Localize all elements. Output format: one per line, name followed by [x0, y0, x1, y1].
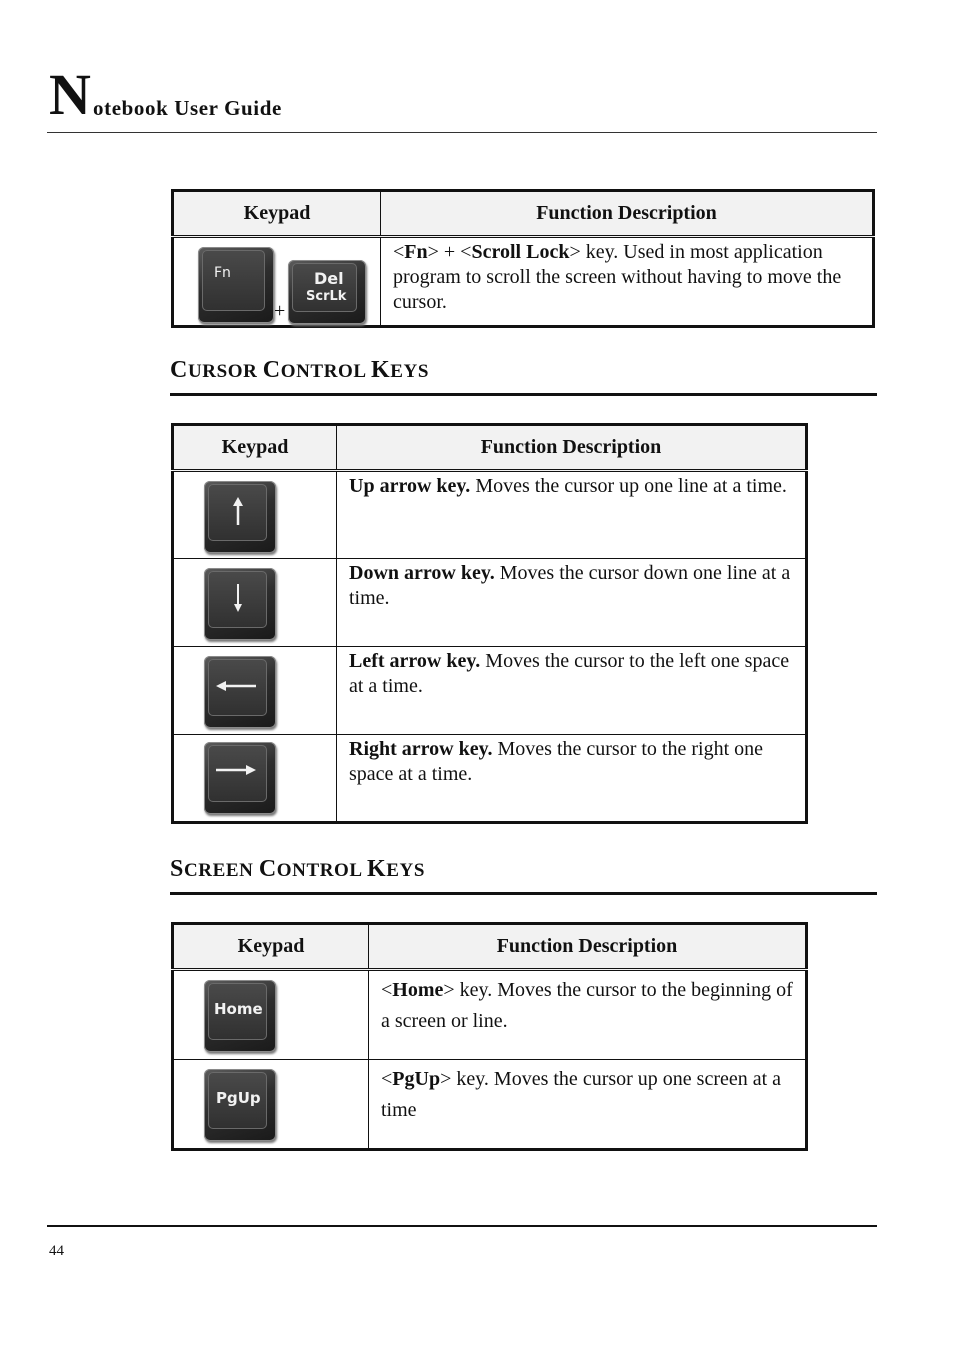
- table-header-row: [173, 924, 807, 970]
- right-arrow-icon: [214, 760, 258, 780]
- down-arrow-key-icon: [204, 568, 276, 640]
- keypad-column-header: Keypad: [173, 425, 337, 471]
- screen-keys-table: [171, 922, 808, 1151]
- page-footer: [47, 1225, 877, 1259]
- keypad-cell: [173, 970, 369, 1060]
- fn-scroll-lock-description: <Fn> + <Scroll Lock> key. Used in most application program to scroll the screen without having to move the cursor.: [393, 241, 842, 313]
- header-title: otebook User Guide: [93, 96, 282, 120]
- pgup-key-title: PgUp: [392, 1068, 441, 1090]
- table-row: [173, 559, 807, 647]
- keypad-cell: [173, 237, 381, 327]
- scrlk-key-label: ScrLk: [306, 289, 347, 304]
- up-arrow-icon: [226, 495, 250, 527]
- home-key-icon: [204, 980, 276, 1052]
- keypad-cell: [173, 647, 337, 735]
- del-scrlk-key-icon: [288, 260, 366, 324]
- table-row: [173, 647, 807, 735]
- down-arrow-text: Moves the cursor down one line at a time.: [349, 562, 791, 609]
- description-cell: [337, 471, 807, 559]
- del-key-label: Del: [314, 269, 344, 288]
- page-number: 44: [49, 1243, 64, 1259]
- screen-control-keys-heading: SCREEN CONTROL KEYS: [170, 856, 877, 895]
- table-row: [173, 471, 807, 559]
- description-cell: <PgUp> key. Moves the cursor up one screen at a time: [369, 1060, 807, 1150]
- home-key-label: Home: [214, 1000, 263, 1018]
- right-arrow-text: Moves the cursor to the right one space at a time.: [349, 738, 764, 785]
- fn-key-table: [171, 189, 875, 328]
- description-column-header: Function Description: [381, 191, 874, 237]
- pgup-key-icon: [204, 1069, 276, 1141]
- keypad-cell: [173, 471, 337, 559]
- left-arrow-text: Moves the cursor to the left one space at a time.: [349, 650, 790, 697]
- description-column-header: Function Description: [369, 924, 807, 970]
- down-arrow-icon: [226, 582, 250, 614]
- table-row: [173, 735, 807, 823]
- down-arrow-title: Down arrow key.: [349, 562, 495, 584]
- table-header-row: [173, 191, 874, 237]
- cursor-keys-table: [171, 423, 808, 824]
- description-cell: <Home> key. Moves the cursor to the beginning of a screen or line.: [369, 970, 807, 1060]
- up-arrow-title: Up arrow key.: [349, 475, 471, 497]
- right-arrow-key-icon: [204, 742, 276, 814]
- keypad-column-header: Keypad: [173, 191, 381, 237]
- description-cell: [337, 559, 807, 647]
- left-arrow-icon: [214, 676, 258, 696]
- cursor-control-keys-heading: CURSOR CONTROL KEYS: [170, 357, 877, 396]
- description-cell: [337, 735, 807, 823]
- home-key-title: Home: [392, 979, 444, 1001]
- fn-key-label: Fn: [214, 265, 231, 281]
- keypad-column-header: Keypad: [173, 924, 369, 970]
- keypad-cell: [173, 1060, 369, 1150]
- plus-sign: +: [274, 300, 286, 322]
- keypad-cell: [173, 559, 337, 647]
- left-arrow-title: Left arrow key.: [349, 650, 481, 672]
- description-cell: [337, 647, 807, 735]
- page-header: [47, 62, 877, 133]
- pgup-key-text: > key. Moves the cursor up one screen at a time: [381, 1068, 782, 1121]
- table-header-row: [173, 425, 807, 471]
- table-row: [173, 970, 807, 1060]
- up-arrow-key-icon: [204, 481, 276, 553]
- left-arrow-key-icon: [204, 656, 276, 728]
- description-cell: [381, 237, 874, 327]
- right-arrow-title: Right arrow key.: [349, 738, 493, 760]
- header-initial: N: [49, 62, 91, 127]
- up-arrow-text: Moves the cursor up one line at a time.: [470, 475, 787, 497]
- table-row: [173, 1060, 807, 1150]
- pgup-key-label: PgUp: [216, 1089, 261, 1107]
- fn-key-icon: [198, 247, 274, 323]
- table-row: [173, 237, 874, 327]
- description-column-header: Function Description: [337, 425, 807, 471]
- keypad-cell: [173, 735, 337, 823]
- home-key-text: > key. Moves the cursor to the beginning of a screen or line.: [381, 979, 793, 1032]
